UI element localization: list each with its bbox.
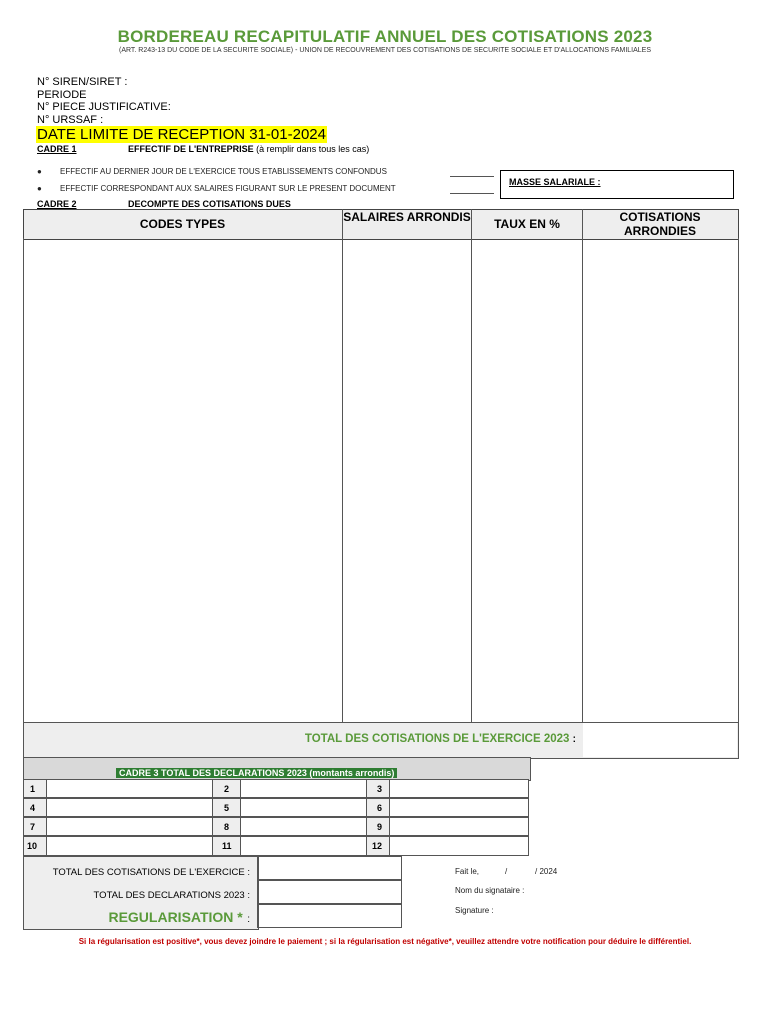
decl-field-11[interactable] [240,836,367,856]
decl-field-7[interactable] [46,817,213,836]
effectif-1-field[interactable] [450,176,494,177]
signature-label: Signature : [455,906,494,915]
col-divider [471,209,472,722]
cotisations-table-body[interactable] [23,238,739,722]
date-slash: / [505,867,508,876]
decl-field-6[interactable] [389,798,529,817]
decl-num: 4 [23,798,47,817]
periode-label: PERIODE [37,89,87,101]
bullet-icon: ● [37,184,42,193]
deadline-banner: DATE LIMITE DE RECEPTION 31-01-2024 [37,126,326,143]
cadre1-title [128,144,369,154]
cadre1-label: CADRE 1 [37,144,77,154]
summary-regularisation [23,909,250,927]
decl-num: 6 [366,798,390,817]
bullet-icon: ● [37,167,42,176]
decl-num: 12 [366,836,390,856]
total-cotisations-text: TOTAL DES COTISATIONS DE L'EXERCICE 2023 [304,733,570,745]
piece-label: N° PIECE JUSTIFICATIVE: [37,101,171,113]
siren-label: N° SIREN/SIRET : [37,76,128,88]
cadre1-note: (à remplir dans tous les cas) [256,144,370,154]
regularisation-field[interactable] [257,904,402,928]
effectif-item-1: EFFECTIF AU DERNIER JOUR DE L'EXERCICE TOUS ETABLISSEMENTS CONFONDUS [60,167,387,176]
decl-field-3[interactable] [389,779,529,798]
decl-num: 7 [23,817,47,836]
decl-num: 10 [23,836,47,856]
decl-num: 3 [366,779,390,798]
summary-total-cotisations: TOTAL DES COTISATIONS DE L'EXERCICE : [52,867,250,878]
decl-num: 1 [23,779,47,798]
total-colon: : [572,734,576,745]
col-divider [582,209,583,758]
masse-salariale-box[interactable] [500,170,734,199]
col-cotisations: COTISATIONS ARRONDIES [619,210,701,238]
decl-field-8[interactable] [240,817,367,836]
summary-total-declarations: TOTAL DES DECLARATIONS 2023 : [93,890,250,901]
cadre3-label-text: CADRE 3 TOTAL DES DECLARATIONS 2023 (montants arrondis) [116,768,397,778]
decl-field-5[interactable] [240,798,367,817]
decl-field-10[interactable] [46,836,213,856]
decl-field-9[interactable] [389,817,529,836]
total-cotisations-field-2[interactable] [257,856,402,880]
fait-le-label: Fait le, [455,867,480,876]
effectif-2-field[interactable] [450,193,494,194]
decl-num: 9 [366,817,390,836]
form-subtitle: (ART. R243-13 DU CODE DE LA SECURITE SOCIALE) - UNION DE RECOUVREMENT DES COTISATIONS DE SECURITE SOCIALE ET D'ALLOCATIONS FAMILIALES [118,47,652,54]
col-salaires: SALAIRES ARRONDIS [343,210,471,224]
col-divider [342,209,343,722]
cadre1-title-text: EFFECTIF DE L'ENTREPRISE [128,144,254,154]
urssaf-label: N° URSSAF : [37,114,104,126]
effectif-item-2: EFFECTIF CORRESPONDANT AUX SALAIRES FIGURANT SUR LE PRESENT DOCUMENT [60,184,396,193]
regularisation-note: Si la régularisation est positive*, vous devez joindre le paiement ; si la régularisation est négative*, veuillez attendre votre notification pour déduire le différentiel. [78,937,692,946]
decl-field-12[interactable] [389,836,529,856]
signataire-label: Nom du signataire : [455,886,525,895]
decl-num: 2 [212,779,241,798]
decl-field-2[interactable] [240,779,367,798]
cadre2-title: DECOMPTE DES COTISATIONS DUES [128,199,291,209]
regularisation-colon: : [247,914,250,925]
cadre2-label: CADRE 2 [37,199,77,209]
masse-salariale-label: MASSE SALARIALE : [509,177,601,187]
date-year: / 2024 [535,867,558,876]
col-taux: TAUX EN % [494,217,560,231]
total-cotisations-label [23,733,576,745]
decl-num: 8 [212,817,241,836]
decl-field-1[interactable] [46,779,213,798]
regularisation-text: REGULARISATION * [108,909,243,925]
decl-num: 11 [212,836,241,856]
decl-num: 5 [212,798,241,817]
form-title: BORDEREAU RECAPITULATIF ANNUEL DES COTISATIONS 2023 [117,27,653,46]
col-codes-types: CODES TYPES [139,217,226,231]
decl-field-4[interactable] [46,798,213,817]
total-cotisations-field[interactable] [583,723,737,757]
total-declarations-field[interactable] [257,880,402,904]
